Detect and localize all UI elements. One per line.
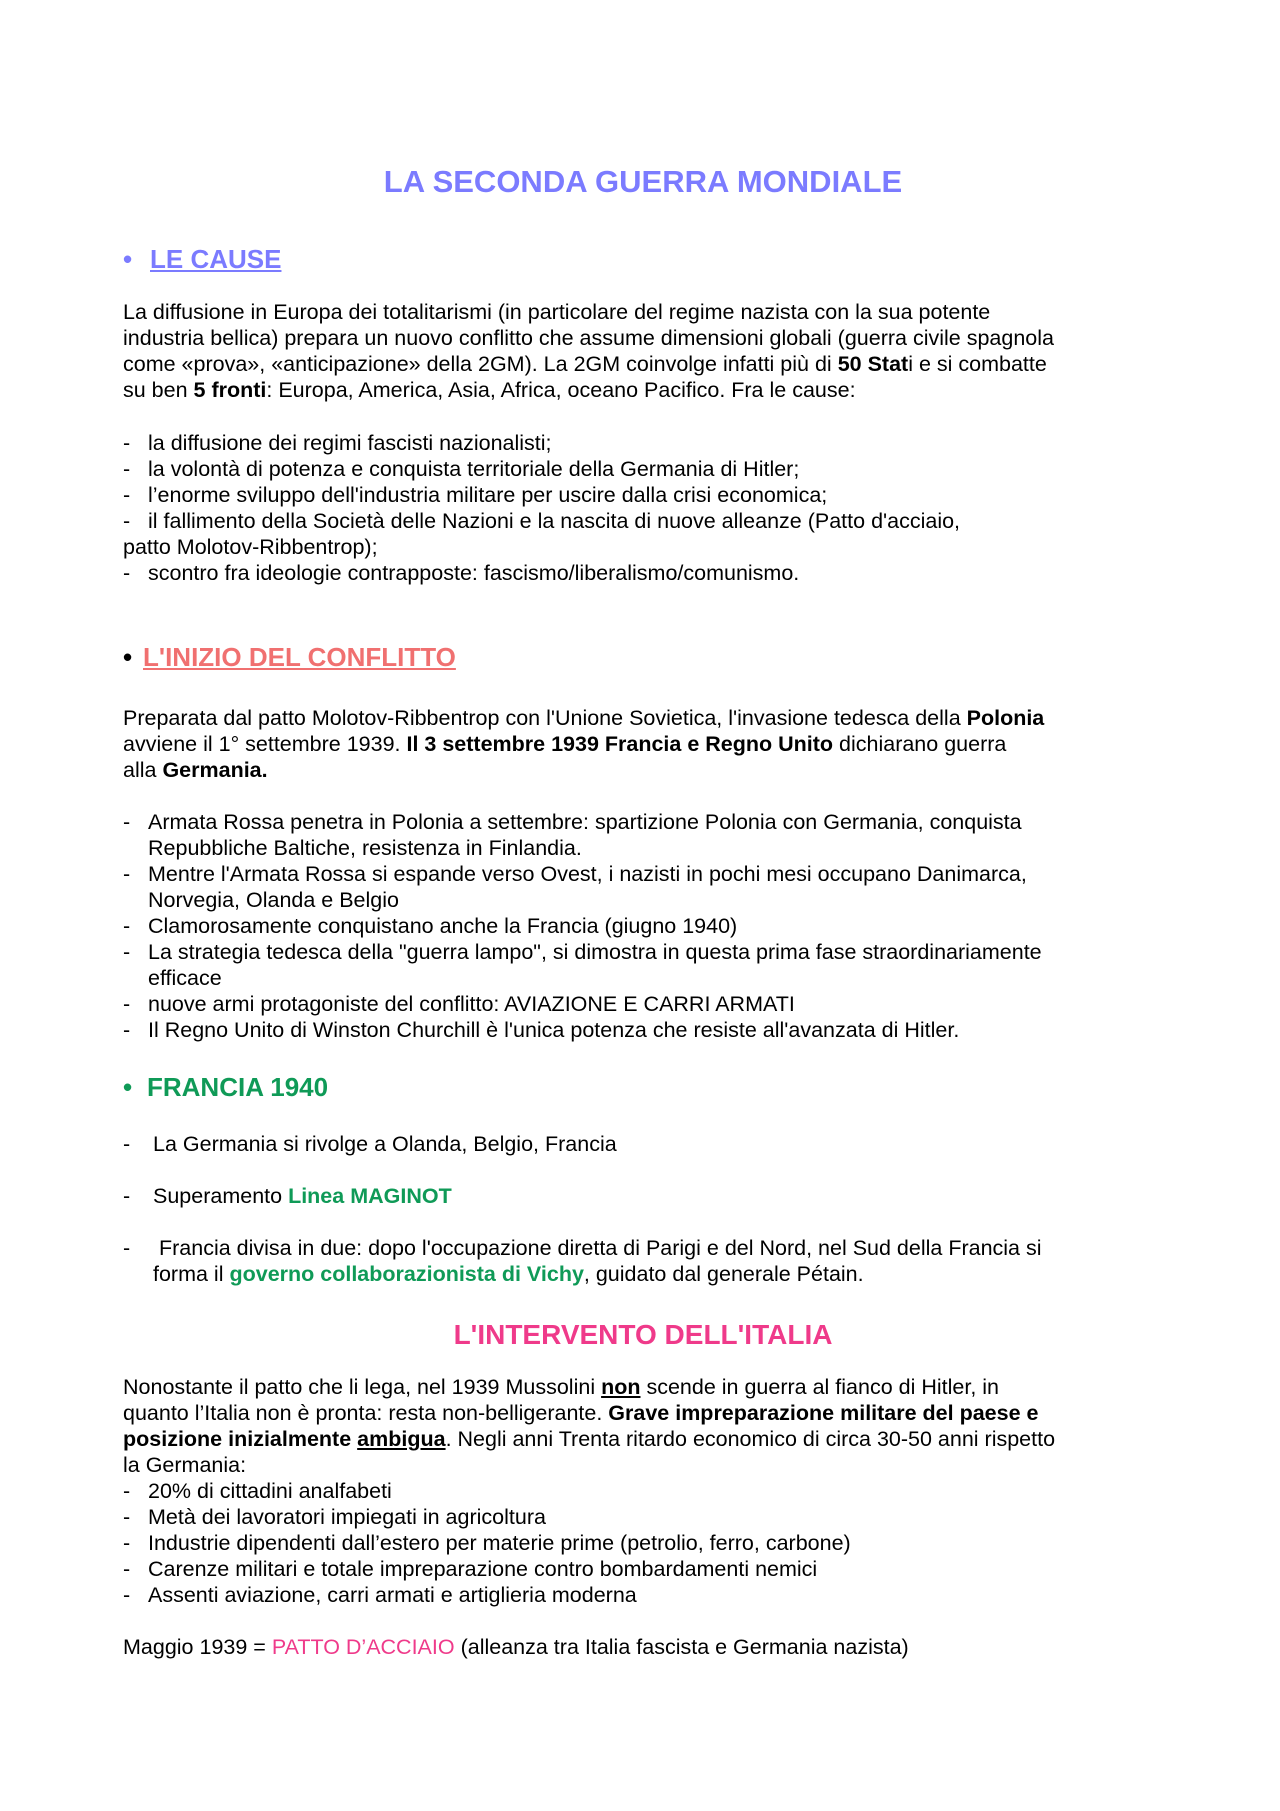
list-item-continuation: Repubbliche Baltiche, resistenza in Finlandia. xyxy=(148,836,582,860)
list-item: - la volontà di potenza e conquista territoriale della Germania di Hitler; xyxy=(123,457,800,481)
inizio-list xyxy=(123,809,1163,1043)
italia-list xyxy=(123,1478,1163,1608)
list-item: - Assenti aviazione, carri armati e artiglieria moderna xyxy=(123,1583,637,1607)
bullet-icon: • xyxy=(123,642,133,672)
heading-label: LE CAUSE xyxy=(150,244,282,274)
italia-final-line: Maggio 1939 = PATTO D’ACCIAIO (alleanza tra Italia fascista e Germania nazista) xyxy=(123,1635,909,1659)
section-heading-francia xyxy=(123,1071,328,1103)
list-item: - Armata Rossa penetra in Polonia a settembre: spartizione Polonia con Germania, conquista xyxy=(123,810,1022,834)
list-item: - Carenze militari e totale impreparazione contro bombardamenti nemici xyxy=(123,1557,818,1581)
section-heading-italia: L'INTERVENTO DELL'ITALIA xyxy=(453,1319,833,1350)
list-item: - Industrie dipendenti dall’estero per materie prime (petrolio, ferro, carbone) xyxy=(123,1531,851,1555)
list-item: - la diffusione dei regimi fascisti nazionalisti; xyxy=(123,431,552,455)
francia-list xyxy=(123,1183,1163,1209)
cause-list xyxy=(123,430,1163,586)
inizio-paragraph: Preparata dal patto Molotov-Ribbentrop con l'Unione Sovietica, l'invasione tedesca della Polonia avviene il 1° settembre 1939. Il 3 settembre 1939 Francia e Regno Unito dichiarano guerra alla Germania. xyxy=(123,706,1045,782)
list-item-continuation: Norvegia, Olanda e Belgio xyxy=(148,888,399,912)
heading-label: FRANCIA 1940 xyxy=(147,1072,329,1102)
cause-paragraph: La diffusione in Europa dei totalitarismi (in particolare del regime nazista con la sua potente industria bellica) prepara un nuovo conflitto che assume dimensioni globali (guerra civile spagnola come «prova», «anticipazione» della 2GM). La 2GM coinvolge infatti più di 50 Stati e si combatte su ben 5 fronti: Europa, America, Asia, Africa, oceano Pacifico. Fra le cause: xyxy=(123,300,1054,402)
list-item: - La Germania si rivolge a Olanda, Belgio, Francia xyxy=(123,1132,617,1156)
list-item: - scontro fra ideologie contrapposte: fascismo/liberalismo/comunismo. xyxy=(123,561,800,585)
list-item-continuation: forma il governo collaborazionista di Vichy, guidato dal generale Pétain. xyxy=(153,1262,864,1286)
list-item-continuation: patto Molotov-Ribbentrop); xyxy=(123,535,378,559)
list-item: - Metà dei lavoratori impiegati in agricoltura xyxy=(123,1505,546,1529)
heading-label: L'INIZIO DEL CONFLITTO xyxy=(143,642,456,672)
list-item: - Clamorosamente conquistano anche la Francia (giugno 1940) xyxy=(123,914,738,938)
bullet-icon: • xyxy=(123,1072,133,1102)
list-item-continuation: efficace xyxy=(148,966,222,990)
francia-list xyxy=(123,1131,1163,1157)
italia-paragraph: Nonostante il patto che li lega, nel 1939 Mussolini non scende in guerra al fianco di Hitler, in quanto l’Italia non è pronta: resta non-belligerante. Grave impreparazione militare del paese e posizione inizialmente ambigua. Negli anni Trenta ritardo economico di circa 30-50 anni rispetto la Germania: xyxy=(123,1375,1056,1477)
list-item: - Mentre l'Armata Rossa si espande verso Ovest, i nazisti in pochi mesi occupano Danimarca, xyxy=(123,862,1027,886)
list-item: - Superamento Linea MAGINOT xyxy=(123,1184,452,1208)
bullet-icon: • xyxy=(123,244,133,274)
list-item: - 20% di cittadini analfabeti xyxy=(123,1479,392,1503)
list-item: - Francia divisa in due: dopo l'occupazione diretta di Parigi e del Nord, nel Sud della Francia si xyxy=(123,1236,1042,1260)
list-item: - il fallimento della Società delle Nazioni e la nascita di nuove alleanze (Patto d'acciaio, xyxy=(123,509,961,533)
page-title: LA SECONDA GUERRA MONDIALE xyxy=(383,164,903,199)
list-item: - Il Regno Unito di Winston Churchill è l'unica potenza che resiste all'avanzata di Hitler. xyxy=(123,1018,960,1042)
list-item: - nuove armi protagoniste del conflitto: AVIAZIONE E CARRI ARMATI xyxy=(123,992,795,1016)
section-heading-cause xyxy=(123,243,281,275)
list-item: - l’enorme sviluppo dell'industria militare per uscire dalla crisi economica; xyxy=(123,483,828,507)
section-heading-inizio xyxy=(123,641,456,673)
francia-list xyxy=(123,1235,1163,1287)
list-item: - La strategia tedesca della "guerra lampo", si dimostra in questa prima fase straordinariamente xyxy=(123,940,1042,964)
